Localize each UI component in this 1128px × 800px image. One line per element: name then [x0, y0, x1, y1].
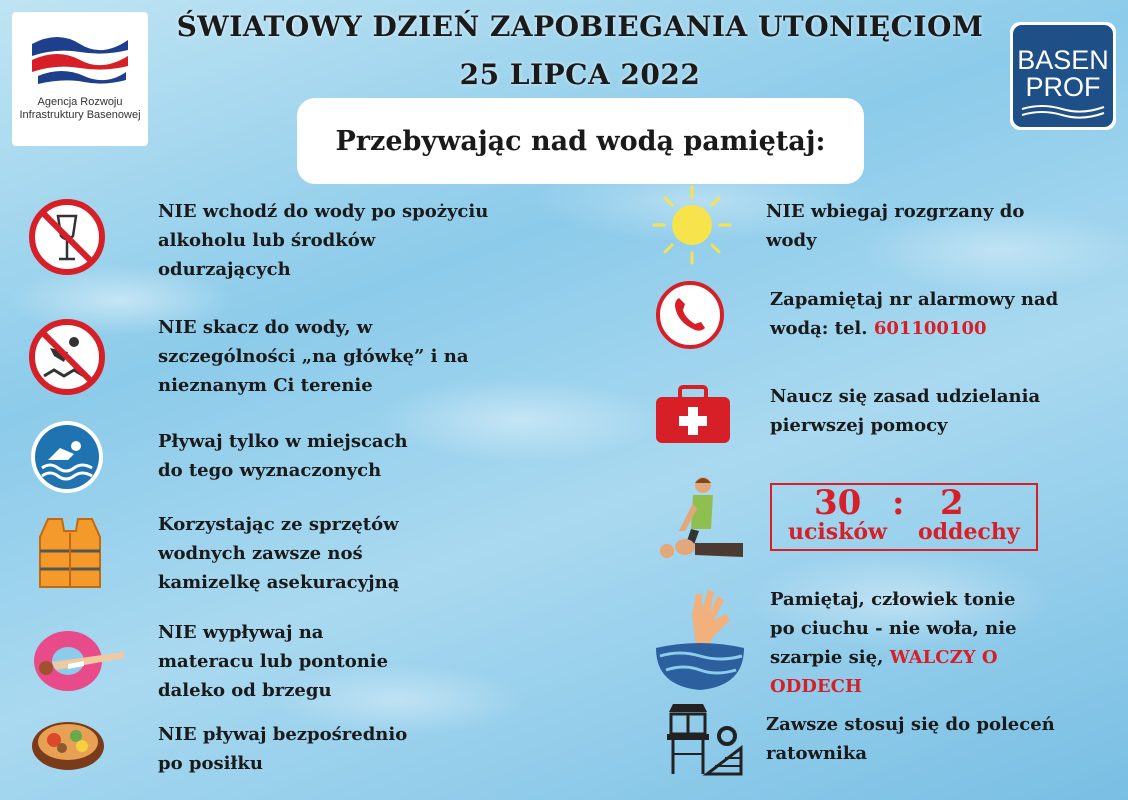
cpr-compressions-label: ucisków	[788, 519, 887, 545]
tip-line-prefix: szarpie się,	[770, 647, 890, 668]
phone-icon	[655, 280, 725, 350]
event-date: 25 LIPCA 2022	[459, 58, 701, 91]
tip-line: NIE wypływaj na	[158, 622, 324, 643]
tip-no-floating-far	[158, 618, 388, 705]
no-alcohol-icon	[28, 198, 106, 276]
meal-icon	[30, 716, 106, 772]
cpr-separator: :	[892, 483, 905, 523]
life-vest-icon	[34, 515, 106, 591]
tip-line: Naucz się zasad udzielania	[770, 386, 1041, 407]
tip-line: Zawsze stosuj się do poleceń	[766, 714, 1055, 735]
tip-line: Pamiętaj, człowiek tonie	[770, 589, 1016, 610]
tip-line	[770, 314, 1058, 343]
tip-no-running-in-hot	[766, 197, 1024, 255]
agency-caption-line2: Infrastruktury Basenowej	[19, 109, 141, 121]
cpr-compressions: 30	[814, 483, 862, 523]
fights-for-breath: WALCZY O	[889, 647, 998, 668]
emergency-number: 601100100	[873, 318, 987, 339]
tip-designated-areas	[158, 427, 408, 485]
cpr-ratio-box	[770, 483, 1038, 551]
cpr-breaths-label: oddechy	[918, 519, 1020, 545]
tip-no-diving	[158, 313, 469, 400]
tip-line: NIE pływaj bezpośrednio	[158, 724, 408, 745]
tip-line: alkoholu lub środków	[158, 230, 376, 251]
logo-text-basen: BASEN	[1017, 45, 1109, 75]
tip-line	[770, 643, 1017, 672]
swimmer-icon	[30, 420, 104, 494]
first-aid-kit-icon	[654, 385, 732, 445]
tip-line: Zapamiętaj nr alarmowy nad	[770, 289, 1059, 310]
tip-line: daleko od brzegu	[158, 680, 332, 701]
tip-line: Korzystając ze sprzętów	[158, 514, 399, 535]
sun-icon	[650, 183, 734, 267]
tip-line: NIE wchodź do wody po spożyciu	[158, 201, 489, 222]
tip-first-aid	[770, 382, 1040, 440]
tip-line-prefix: wodą: tel.	[770, 318, 874, 339]
tip-follow-lifeguard	[766, 710, 1055, 768]
tip-line: wodnych zawsze noś	[158, 543, 363, 564]
tip-line: po ciuchu - nie woła, nie	[770, 618, 1017, 639]
tip-line: odurzających	[158, 259, 291, 280]
reminder-heading: Przebywając nad wodą pamiętaj:	[297, 98, 864, 184]
tip-line: Pływaj tylko w miejscach	[158, 431, 408, 452]
tip-life-vest	[158, 510, 399, 597]
tip-line: po posiłku	[158, 753, 263, 774]
tip-line: pierwszej pomocy	[770, 415, 948, 436]
basenprof-logo	[1010, 22, 1116, 130]
cpr-breaths: 2	[940, 483, 964, 523]
tip-line: szczególności „na główkę” i na	[158, 346, 469, 367]
tip-line: materacu lub pontonie	[158, 651, 389, 672]
tip-line: do tego wyznaczonych	[158, 460, 382, 481]
logo-text-prof: PROF	[1025, 72, 1101, 102]
tip-line: kamizelkę asekuracyjną	[158, 572, 400, 593]
tip-line: NIE skacz do wody, w	[158, 317, 373, 338]
logo-wave-icon	[1018, 101, 1108, 121]
tip-line: ratownika	[766, 743, 868, 764]
drowning-hand-icon	[652, 586, 748, 694]
no-diving-icon	[28, 318, 106, 396]
tip-silent-drowning	[770, 585, 1017, 701]
cpr-icon	[655, 473, 745, 563]
tip-line: ODDECH	[770, 676, 862, 697]
tip-line: wody	[766, 230, 817, 251]
wave-logo-icon	[28, 30, 132, 90]
page-title: ŚWIATOWY DZIEŃ ZAPOBIEGANIA UTONIĘCIOM	[176, 10, 984, 43]
tip-no-swim-after-meal	[158, 720, 407, 778]
lifeguard-tower-icon	[663, 702, 745, 776]
agency-caption-line1: Agencja Rozwoju	[37, 96, 123, 108]
agency-logo	[12, 12, 148, 146]
pool-float-icon	[28, 628, 130, 694]
tip-emergency-number	[770, 285, 1058, 343]
tip-no-alcohol	[158, 197, 488, 284]
tip-line: nieznanym Ci terenie	[158, 375, 373, 396]
tip-line: NIE wbiegaj rozgrzany do	[766, 201, 1025, 222]
